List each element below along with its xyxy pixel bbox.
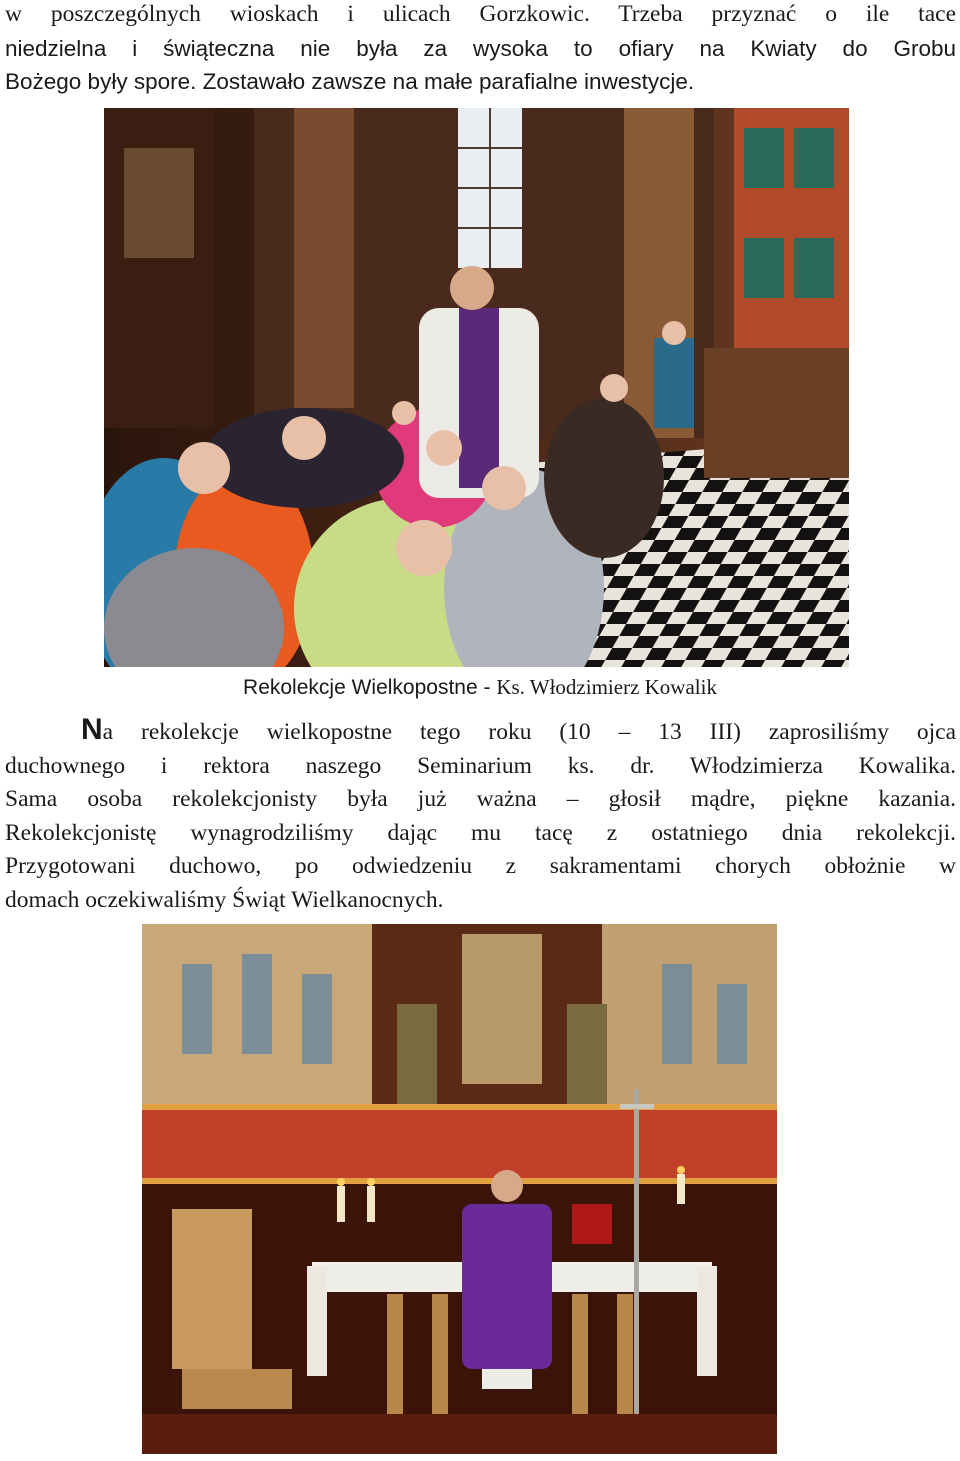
text-line: domach oczekiwaliśmy Świąt Wielkanocnych. [5, 886, 444, 913]
text-line: Bożego były spore. Zostawało zawsze na małe parafialne inwestycje. [5, 69, 695, 94]
text-line-first [5, 713, 956, 750]
photo-retreat-children [104, 108, 849, 667]
paragraph-top [5, 0, 956, 99]
text-line: niedzielna i świąteczna nie była za wysoka to ofiary na Kwiaty do Grobu [5, 35, 956, 61]
text-line: Przygotowani duchowo, po odwiedzeniu z sakramentami chorych obłożnie w [5, 853, 956, 879]
drop-cap: N [81, 713, 103, 746]
paragraph-main [5, 713, 956, 917]
text-line: w poszczególnych wioskach i ulicach Gorzkowic. Trzeba przyznać o ile tace [5, 1, 956, 27]
caption-text: Rekolekcje Wielkopostne - [243, 676, 497, 699]
text-line: Sama osoba rekolekcjonisty była już ważna – głosił mądre, piękne kazania. [5, 786, 956, 812]
text-line: a rekolekcje wielkopostne tego roku (10 – 13 III) zaprosiliśmy ojca [102, 719, 956, 745]
text-line: Rekolekcjonistę wynagrodziliśmy dając mu tacę z ostatniego dnia rekolekcji. [5, 819, 956, 846]
caption-text: Ks. [496, 675, 530, 699]
photo-priest-altar [142, 924, 777, 1454]
photo-caption [0, 674, 960, 701]
caption-text: Włodzimierz Kowalik [529, 675, 717, 699]
text-line: duchownego i rektora naszego Seminarium ks. dr. Włodzimierza Kowalika. [5, 752, 956, 779]
